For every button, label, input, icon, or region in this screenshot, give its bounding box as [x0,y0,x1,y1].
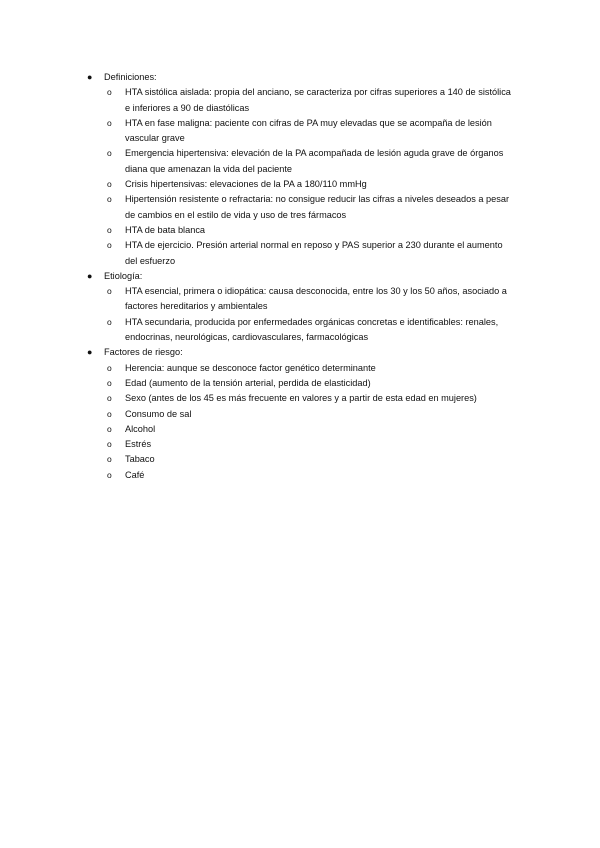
section-heading-row [86,345,516,360]
section-heading: Factores de riesgo: [104,347,183,358]
list-item [86,238,516,269]
circle-bullet-icon: o [107,286,112,297]
circle-bullet-icon: o [107,224,112,235]
list-item [86,437,516,452]
list-item-text: Emergencia hipertensiva: elevación de la PA acompañada de lesión aguda grave de órganos diana que amenazan la vida del paciente [125,148,504,174]
section-factores-de-riesgo [86,345,516,483]
circle-bullet-icon: o [107,179,112,190]
sub-list [86,284,516,345]
list-item [86,177,516,192]
circle-bullet-icon: o [107,469,112,480]
circle-bullet-icon: o [107,423,112,434]
list-item [86,407,516,422]
list-item [86,116,516,147]
circle-bullet-icon: o [107,362,112,373]
circle-bullet-icon: o [107,148,112,159]
list-item [86,452,516,467]
section-heading: Definiciones: [104,72,157,82]
list-item-text: HTA en fase maligna: paciente con cifras de PA muy elevadas que se acompaña de lesión vascular grave [125,117,492,144]
list-item-text: Consumo de sal [125,408,192,419]
list-item-text: Sexo (antes de los 45 es más frecuente en valores y a partir de esta edad en mujeres) [125,393,477,404]
list-item-text: Herencia: aunque se desconoce factor genético determinante [125,362,376,373]
bullet-icon: ● [87,347,93,358]
circle-bullet-icon: o [107,194,112,205]
list-item [86,361,516,376]
list-item [86,468,516,483]
circle-bullet-icon: o [107,87,112,98]
list-item [86,223,516,238]
circle-bullet-icon: o [107,408,112,419]
circle-bullet-icon: o [107,377,112,388]
list-item [86,376,516,391]
document-content [86,70,516,483]
section-heading-row [86,269,516,284]
sub-list [86,85,516,269]
sub-list [86,361,516,483]
list-item-text: Tabaco [125,454,155,465]
list-item [86,85,516,116]
section-heading-row [86,70,516,85]
bullet-icon: ● [87,270,93,281]
list-item-text: HTA de ejercicio. Presión arterial normal en reposo y PAS superior a 230 durante el aumento del esfuerzo [125,240,503,266]
list-item [86,391,516,406]
list-item-text: Hipertensión resistente o refractaria: no consigue reducir las cifras a niveles deseados a pesar de cambios en el estilo de vida y uso de tres fármacos [125,194,510,220]
list-item-text: Café [125,469,145,480]
circle-bullet-icon: o [107,454,112,465]
list-item-text: HTA sistólica aislada: propia del anciano, se caracteriza por cifras superiores a 140 de sistólica e inferiores a 90 de diastólicas [125,87,511,113]
list-item [86,284,516,315]
list-item [86,146,516,177]
list-item-text: HTA de bata blanca [125,224,206,235]
list-item-text: Alcohol [125,423,156,434]
section-definiciones [86,70,516,269]
section-etiologia [86,269,516,345]
circle-bullet-icon: o [107,117,112,128]
list-item [86,192,516,223]
list-item-text: Edad (aumento de la tensión arterial, perdida de elasticidad) [125,377,371,388]
list-item [86,315,516,346]
circle-bullet-icon: o [107,439,112,450]
circle-bullet-icon: o [107,240,112,251]
list-item [86,422,516,437]
list-item-text: Estrés [125,439,152,450]
list-item-text: HTA secundaria, producida por enfermedades orgánicas concretas e identificables: renales, endocrinas, neurológicas, cardiovasculares, farmacológicas [125,316,499,343]
list-item-text: Crisis hipertensivas: elevaciones de la PA a 180/110 mmHg [125,179,367,190]
circle-bullet-icon: o [107,393,112,404]
bullet-icon: ● [87,72,93,82]
circle-bullet-icon: o [107,316,112,327]
section-heading: Etiología: [104,270,143,281]
list-item-text: HTA esencial, primera o idiopática: causa desconocida, entre los 30 y los 50 años, asociado a factores hereditarios y ambientales [125,286,507,312]
